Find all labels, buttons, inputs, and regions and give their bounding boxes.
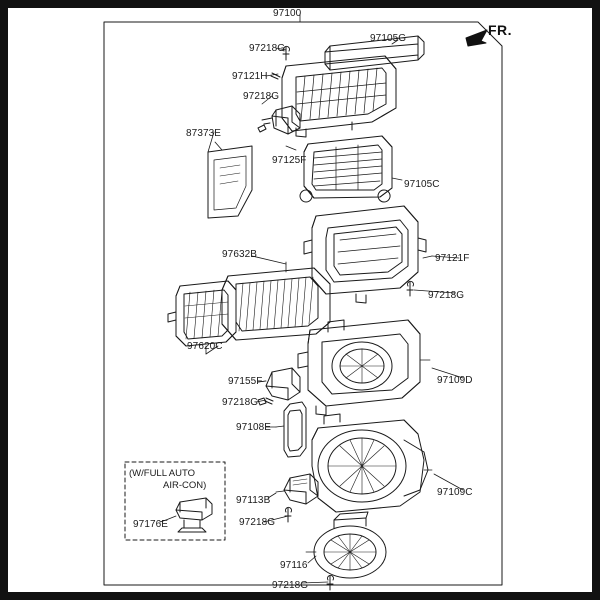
part-label: 97105C (404, 179, 440, 190)
part-label: 97218G (272, 580, 309, 591)
part-label: 97632B (222, 249, 258, 260)
part-label: 97121H (232, 71, 268, 82)
part-label: 97105G (370, 33, 407, 44)
part-label: 97218G (239, 517, 276, 528)
part-label: 97121F (435, 253, 470, 264)
part-label: 97218G (222, 397, 259, 408)
full-auto-note-line2: AIR-CON) (163, 480, 207, 491)
part-label: 97218G (243, 91, 280, 102)
front-orientation-label: FR. (488, 22, 513, 38)
full-auto-note-line1: (W/FULL AUTO (129, 468, 195, 479)
part-label: 97218G (428, 290, 465, 301)
part-label: 97155F (228, 376, 263, 387)
part-label: 97116 (280, 560, 308, 571)
part-label: 97620C (187, 341, 223, 352)
part-label: 97113B (236, 495, 271, 506)
part-label: 97100 (273, 8, 302, 19)
part-label: 97176E (133, 519, 169, 530)
part-label: 87373E (186, 128, 222, 139)
part-label: 97109D (437, 375, 473, 386)
part-label: 97108E (236, 422, 272, 433)
part-label: 97125F (272, 155, 307, 166)
part-label: 97109C (437, 487, 473, 498)
part-label: 97218G (249, 43, 286, 54)
